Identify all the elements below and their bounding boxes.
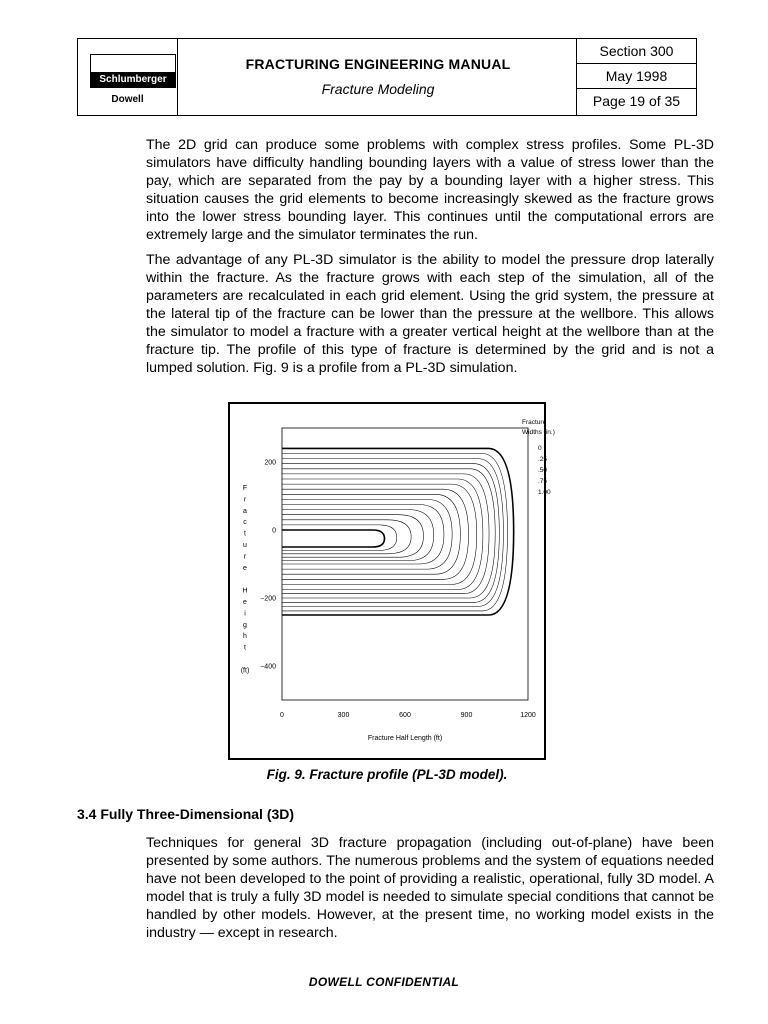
contour-line bbox=[282, 474, 489, 594]
y-axis-label-letter: g bbox=[243, 621, 247, 629]
section-number: Section 300 bbox=[577, 39, 696, 64]
y-tick-label: 0 bbox=[272, 527, 276, 535]
x-tick-label: 900 bbox=[460, 712, 473, 719]
legend-title: Fracture bbox=[522, 419, 547, 426]
legend-value: .75 bbox=[538, 478, 548, 485]
x-tick-label: 0 bbox=[280, 712, 284, 719]
page-number: Page 19 of 35 bbox=[592, 93, 681, 109]
x-tick-label: 1200 bbox=[520, 712, 536, 719]
legend-value: 0 bbox=[538, 445, 542, 452]
company-logo bbox=[90, 54, 176, 88]
paragraph-pl3d-advantage: The advantage of any PL-3D simulator is the ability to model the pressure drop laterally within the fracture. As the fracture grows with each step of the simulation, all of the parameters are recalculated in each grid element. Using the grid system, the pressure at the lateral tip of the fracture can be lower than the pressure at the wellbore. This allows the simulator to model a fracture with a greater vertical height at the wellbore than at the fracture tip. The profile of this type of fracture is determined by the grid and is not a lumped solution. Fig. 9 is a profile from a PL-3D simulation. bbox=[146, 252, 714, 376]
y-axis-label-letter: r bbox=[243, 496, 247, 504]
fracture-profile-chart bbox=[230, 404, 555, 758]
title-cell bbox=[178, 39, 578, 115]
figure-frame bbox=[228, 402, 555, 760]
contour-line bbox=[282, 464, 499, 603]
x-tick-label: 300 bbox=[337, 712, 350, 719]
logo-text: Schlumberger bbox=[91, 72, 175, 87]
y-axis-label-letter: h bbox=[243, 633, 247, 641]
x-axis-label: Fracture Half Length (ft) bbox=[367, 735, 443, 742]
manual-subtitle: Fracture Modeling bbox=[321, 81, 435, 97]
y-axis-label-letter: e bbox=[243, 564, 247, 572]
y-tick-label: −200 bbox=[260, 595, 276, 603]
y-axis-label-letter: F bbox=[242, 485, 248, 492]
y-axis-label-letter: i bbox=[244, 610, 246, 618]
legend-value: .25 bbox=[538, 456, 548, 463]
contour-line bbox=[282, 479, 483, 590]
footer-confidential: DOWELL CONFIDENTIAL bbox=[308, 975, 460, 989]
legend-value: 1.00 bbox=[538, 489, 551, 496]
y-axis-label-letter: r bbox=[243, 553, 247, 561]
section-heading: 3.4 Fully Three-Dimensional (3D) bbox=[77, 806, 295, 822]
legend-title: Widths (in.) bbox=[522, 429, 555, 436]
y-tick-label: −400 bbox=[260, 663, 276, 671]
y-axis-label-letter: e bbox=[243, 599, 247, 606]
y-axis-label-letter: t bbox=[244, 530, 246, 538]
x-tick-label: 600 bbox=[399, 712, 411, 719]
contour-line bbox=[282, 515, 423, 558]
y-axis-label-letter: u bbox=[243, 542, 247, 549]
contour-line bbox=[282, 448, 514, 615]
y-axis-label-letter: (ft) bbox=[240, 667, 250, 675]
figure-caption: Fig. 9. Fracture profile (PL-3D model). bbox=[266, 767, 508, 782]
contour-line bbox=[282, 469, 495, 598]
logo-subtext: Dowell bbox=[111, 94, 144, 105]
meta-cell bbox=[576, 39, 696, 115]
paragraph-fully-3d: Techniques for general 3D fracture propagation (including out-of-plane) have been presented by some authors. The numerous problems and the system of equations needed have not been developed to the point of providing a realistic, operational, fully 3D model. A model that is truly a fully 3D model is needed to simulate special conditions that cannot be handled by other models. However, at the present time, no working model exists in the industry — except in research. bbox=[146, 835, 714, 941]
document-date: May 1998 bbox=[577, 64, 696, 89]
y-axis-label-letter: H bbox=[242, 587, 248, 595]
y-tick-label: 200 bbox=[264, 459, 276, 467]
y-axis-label-letter: t bbox=[244, 644, 246, 652]
page-header bbox=[77, 38, 697, 116]
paragraph-grid-problems: The 2D grid can produce some problems with complex stress profiles. Some PL-3D simulators have difficulty handling bounding layers with a value of stress lower than the pay, which are separated from the pay by a bounding layer with a higher stress. This situation causes the grid elements to become increasingly skewed as the fracture grows into the lower stress bounding layer. This continues until the computational errors are extremely large and the simulator terminates the run. bbox=[146, 137, 714, 243]
contour-line bbox=[282, 454, 508, 611]
y-axis-label-letter: c bbox=[243, 519, 247, 527]
legend-value: .50 bbox=[538, 467, 548, 474]
contour-line bbox=[282, 530, 385, 547]
y-axis-label-letter: a bbox=[243, 507, 247, 515]
manual-title: FRACTURING ENGINEERING MANUAL bbox=[245, 56, 511, 72]
logo-cell bbox=[78, 39, 178, 115]
contour-line bbox=[282, 505, 444, 565]
